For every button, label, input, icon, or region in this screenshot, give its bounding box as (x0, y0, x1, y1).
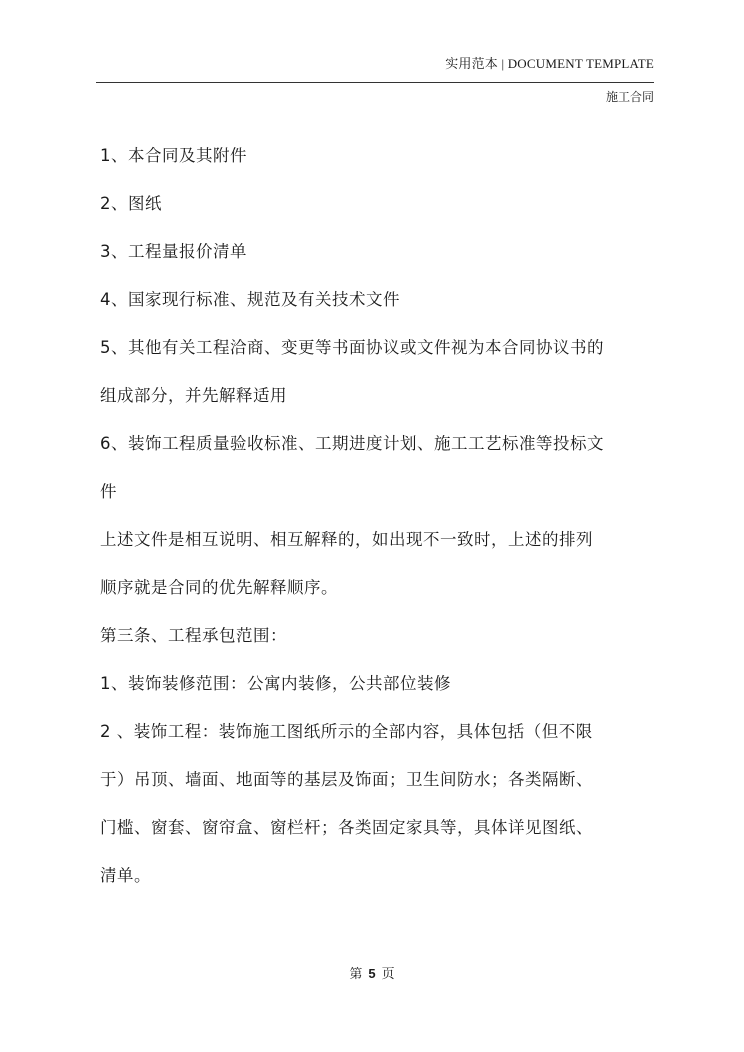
body-line: 2 、装饰工程：装饰施工图纸所示的全部内容，具体包括（但不限 (100, 722, 593, 741)
body-line: 1、本合同及其附件 (100, 146, 247, 165)
body-line: 顺序就是合同的优先解释顺序。 (100, 578, 338, 597)
body-line: 5、其他有关工程洽商、变更等书面协议或文件视为本合同协议书的 (100, 338, 604, 357)
document-body (100, 136, 660, 904)
body-line: 3、工程量报价清单 (100, 242, 247, 261)
body-line: 4、国家现行标准、规范及有关技术文件 (100, 290, 400, 309)
footer-prefix: 第 (349, 967, 363, 982)
body-line: 清单。 (100, 866, 151, 885)
body-line: 1、装饰装修范围：公寓内装修，公共部位装修 (100, 674, 451, 693)
body-line: 门槛、窗套、窗帘盒、窗栏杆；各类固定家具等，具体详见图纸、 (100, 818, 593, 837)
body-line: 2、图纸 (100, 194, 162, 213)
page-number: 5 (368, 966, 376, 981)
body-line: 6、装饰工程质量验收标准、工期进度计划、施工工艺标准等投标文 (100, 434, 604, 453)
section-heading: 第三条、工程承包范围： (100, 626, 287, 645)
body-line: 组成部分，并先解释适用 (100, 386, 287, 405)
header-subtitle: 施工合同 (605, 90, 654, 104)
header-divider (96, 82, 654, 83)
header-title: 实用范本 | DOCUMENT TEMPLATE (445, 56, 654, 71)
body-line: 于）吊顶、墙面、地面等的基层及饰面；卫生间防水；各类隔断、 (100, 770, 593, 789)
footer-suffix: 页 (381, 967, 395, 982)
page-footer (0, 963, 744, 982)
page-header (96, 48, 654, 124)
body-line: 上述文件是相互说明、相互解释的，如出现不一致时，上述的排列 (100, 530, 593, 549)
body-line: 件 (100, 482, 117, 501)
